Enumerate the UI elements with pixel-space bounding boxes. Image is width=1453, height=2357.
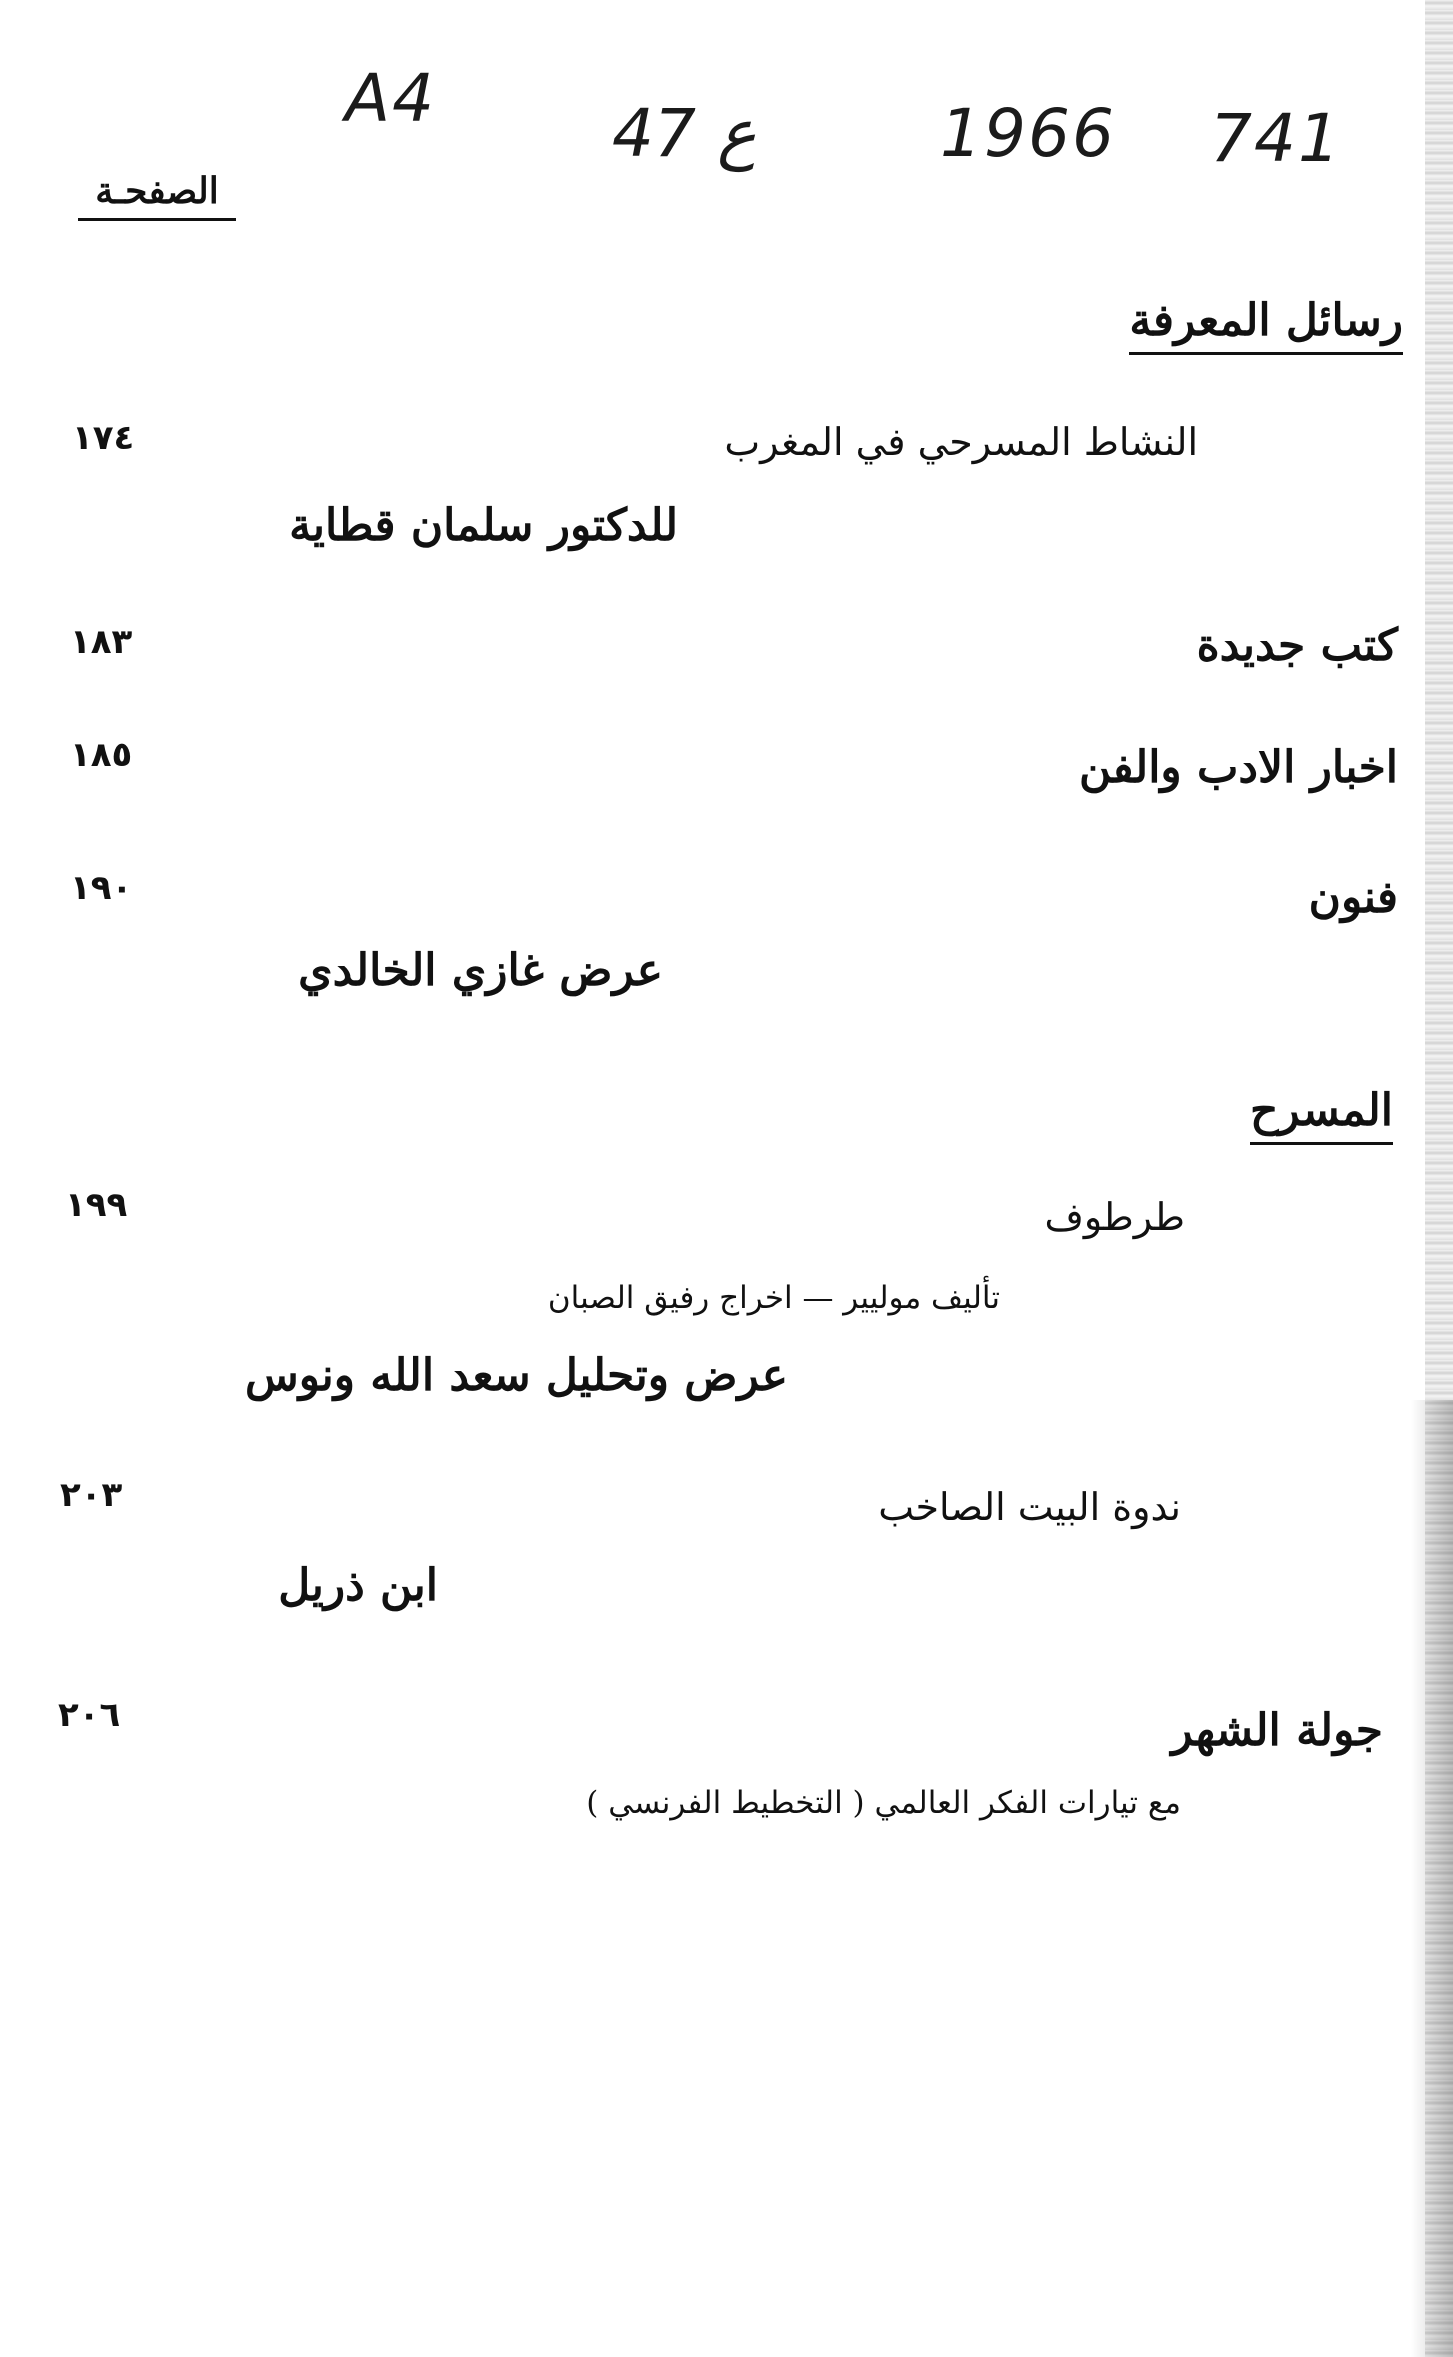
- entry-title-arts: فنون: [1308, 872, 1398, 923]
- handwritten-code-47: 47 ع: [612, 95, 757, 172]
- entry-title-new-books: كتب جديدة: [1196, 620, 1398, 671]
- page-number: ١٨٣: [70, 622, 133, 662]
- page-number: ٢٠٦: [58, 1695, 121, 1735]
- handwritten-code-a4: A4: [345, 60, 437, 137]
- entry-title: النشاط المسرحي في المغرب: [724, 420, 1198, 464]
- handwritten-code-year: 1966: [940, 95, 1116, 172]
- section-title-theatre: المسرح: [1250, 1085, 1393, 1145]
- entry-author: عرض غازي الخالدي: [298, 945, 663, 996]
- page-column-label: الصفحـة: [78, 170, 236, 221]
- page-number: ٢٠٣: [60, 1475, 123, 1515]
- entry-title-tartuffe: طرطوف: [1044, 1195, 1185, 1239]
- page-number: ١٧٤: [72, 418, 135, 458]
- entry-credits: تأليف موليير — اخراج رفيق الصبان: [547, 1280, 1000, 1316]
- page-edge-gradient: [1411, 1400, 1453, 2357]
- page-number: ١٨٥: [70, 735, 133, 775]
- entry-subtitle: مع تيارات الفكر العالمي ( التخطيط الفرنسي ): [586, 1785, 1181, 1821]
- entry-author: للدكتور سلمان قطاية: [289, 500, 678, 551]
- entry-title-symposium: ندوة البيت الصاخب: [878, 1485, 1181, 1529]
- entry-author: ابن ذريل: [278, 1560, 438, 1611]
- entry-title-lit-news: اخبار الادب والفن: [1079, 742, 1398, 793]
- page-number: ١٩٠: [70, 868, 133, 908]
- entry-author: عرض وتحليل سعد الله ونوس: [245, 1350, 788, 1401]
- page-number: ١٩٩: [65, 1185, 128, 1225]
- section-title-knowledge-letters: رسائل المعرفة: [1129, 295, 1403, 355]
- handwritten-code-741: 741: [1210, 100, 1342, 177]
- section-title-month-tour: جولة الشهر: [1171, 1705, 1383, 1756]
